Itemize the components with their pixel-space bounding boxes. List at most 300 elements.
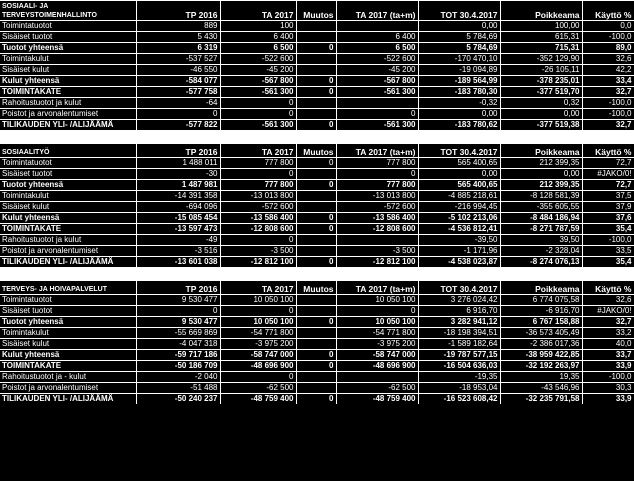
section-title bbox=[0, 281, 136, 295]
row-label: Toimintakulut bbox=[0, 191, 136, 202]
cell-muutos: 0 bbox=[296, 76, 336, 87]
cell-tot: -16 523 608,42 bbox=[418, 394, 500, 405]
cell-tp: 1 488 011 bbox=[136, 158, 220, 169]
cell-tp: -13 597 473 bbox=[136, 224, 220, 235]
cell-tam: 0 bbox=[336, 306, 418, 317]
cell-tp: 9 530 477 bbox=[136, 295, 220, 306]
cell-ta: -561 300 bbox=[220, 87, 296, 98]
cell-tp: -694 096 bbox=[136, 202, 220, 213]
cell-tam: -567 800 bbox=[336, 76, 418, 87]
section-table-sosiaalityo bbox=[0, 143, 634, 267]
column-header-tot: TOT 30.4.2017 bbox=[418, 281, 500, 295]
cell-poik: 19,35 bbox=[500, 372, 582, 383]
column-header-kaytto: Käyttö % bbox=[582, 1, 634, 21]
row-label: Sisäiset kulut bbox=[0, 202, 136, 213]
cell-tam bbox=[336, 21, 418, 32]
cell-tam: -48 696 900 bbox=[336, 361, 418, 372]
cell-ta: 6 400 bbox=[220, 32, 296, 43]
cell-kaytto: -100,0 bbox=[582, 32, 634, 43]
table-row-tilikauden-yli-alijaama bbox=[0, 120, 634, 131]
cell-tot: -4 885 218,61 bbox=[418, 191, 500, 202]
table-row-toimintakate bbox=[0, 87, 634, 98]
cell-kaytto: 32,7 bbox=[582, 120, 634, 131]
cell-tp: -50 240 237 bbox=[136, 394, 220, 405]
cell-tp: -4 047 318 bbox=[136, 339, 220, 350]
cell-tot: -16 504 636,03 bbox=[418, 361, 500, 372]
row-label: Sisäiset kulut bbox=[0, 339, 136, 350]
cell-tp: -49 bbox=[136, 235, 220, 246]
cell-ta: -3 975 200 bbox=[220, 339, 296, 350]
cell-poik: -8 128 581,39 bbox=[500, 191, 582, 202]
table-row-rahoitustuotot-ja-kulut bbox=[0, 98, 634, 109]
cell-tam: -58 747 000 bbox=[336, 350, 418, 361]
table-row-sisaiset-tuotot bbox=[0, 169, 634, 180]
cell-tp: -46 550 bbox=[136, 65, 220, 76]
cell-poik: -378 235,01 bbox=[500, 76, 582, 87]
cell-muutos: 0 bbox=[296, 120, 336, 131]
cell-tam: -3 975 200 bbox=[336, 339, 418, 350]
column-header-kaytto: Käyttö % bbox=[582, 281, 634, 295]
column-header-tp: TP 2016 bbox=[136, 1, 220, 21]
cell-muutos: 0 bbox=[296, 394, 336, 405]
row-label: TILIKAUDEN YLI- /ALIJÄÄMÄ bbox=[0, 257, 136, 268]
cell-muutos bbox=[296, 202, 336, 213]
cell-tp: 6 319 bbox=[136, 43, 220, 54]
cell-ta: -572 600 bbox=[220, 202, 296, 213]
cell-muutos bbox=[296, 21, 336, 32]
cell-muutos bbox=[296, 372, 336, 383]
cell-kaytto: -100,0 bbox=[582, 235, 634, 246]
table-row-kulut-yhteensa bbox=[0, 213, 634, 224]
cell-poik: -32 192 263,97 bbox=[500, 361, 582, 372]
cell-tot: 6 916,70 bbox=[418, 306, 500, 317]
cell-tot: -39,50 bbox=[418, 235, 500, 246]
column-header-poik: Poikkeama bbox=[500, 281, 582, 295]
cell-poik: 39,50 bbox=[500, 235, 582, 246]
cell-tp: 9 530 477 bbox=[136, 317, 220, 328]
cell-ta: -48 759 400 bbox=[220, 394, 296, 405]
column-header-tam: TA 2017 (ta+m) bbox=[336, 144, 418, 158]
cell-poik: -6 916,70 bbox=[500, 306, 582, 317]
cell-poik: -36 573 405,49 bbox=[500, 328, 582, 339]
table-row-rahoitustuotot-ja-kulut bbox=[0, 235, 634, 246]
cell-tot: -1 589 182,64 bbox=[418, 339, 500, 350]
cell-tam bbox=[336, 98, 418, 109]
row-label: Kulut yhteensä bbox=[0, 76, 136, 87]
cell-muutos bbox=[296, 235, 336, 246]
cell-poik: 0,00 bbox=[500, 169, 582, 180]
cell-poik: -352 129,90 bbox=[500, 54, 582, 65]
header-row bbox=[0, 1, 634, 21]
table-row-sisaiset-kulut bbox=[0, 339, 634, 350]
cell-tot: 5 784,69 bbox=[418, 43, 500, 54]
table-row-toimintakate bbox=[0, 361, 634, 372]
row-label: Toimintatuotot bbox=[0, 21, 136, 32]
cell-tot: -189 564,99 bbox=[418, 76, 500, 87]
column-header-ta: TA 2017 bbox=[220, 281, 296, 295]
cell-tp: -15 085 454 bbox=[136, 213, 220, 224]
column-header-poik: Poikkeama bbox=[500, 144, 582, 158]
table-row-toimintakulut bbox=[0, 54, 634, 65]
cell-muutos bbox=[296, 54, 336, 65]
cell-poik: -38 959 422,85 bbox=[500, 350, 582, 361]
cell-poik: 0,00 bbox=[500, 109, 582, 120]
cell-muutos bbox=[296, 169, 336, 180]
cell-ta: -58 747 000 bbox=[220, 350, 296, 361]
cell-kaytto: 37,6 bbox=[582, 213, 634, 224]
table-row-kulut-yhteensa bbox=[0, 76, 634, 87]
cell-ta: 0 bbox=[220, 235, 296, 246]
row-label: Tuotot yhteensä bbox=[0, 317, 136, 328]
cell-ta: -13 586 400 bbox=[220, 213, 296, 224]
cell-tam: -3 500 bbox=[336, 246, 418, 257]
cell-poik: -355 605,55 bbox=[500, 202, 582, 213]
cell-tp: -584 077 bbox=[136, 76, 220, 87]
cell-poik: -377 519,70 bbox=[500, 87, 582, 98]
cell-ta: -62 500 bbox=[220, 383, 296, 394]
row-label: TILIKAUDEN YLI- /ALIJÄÄMÄ bbox=[0, 394, 136, 405]
cell-kaytto: 33,4 bbox=[582, 76, 634, 87]
cell-kaytto: 40,0 bbox=[582, 339, 634, 350]
cell-tam: -12 808 600 bbox=[336, 224, 418, 235]
column-header-tam: TA 2017 (ta+m) bbox=[336, 1, 418, 21]
cell-tam: -13 586 400 bbox=[336, 213, 418, 224]
table-row-toimintakulut bbox=[0, 191, 634, 202]
cell-muutos: 0 bbox=[296, 361, 336, 372]
cell-ta: 10 050 100 bbox=[220, 317, 296, 328]
row-label: Sisäiset kulut bbox=[0, 65, 136, 76]
cell-kaytto: 32,6 bbox=[582, 54, 634, 65]
cell-tot: 3 282 941,12 bbox=[418, 317, 500, 328]
section-title-line2: TERVEYSTOIMENHALLINTO bbox=[2, 12, 97, 19]
cell-muutos bbox=[296, 98, 336, 109]
row-label: Sisäiset tuotot bbox=[0, 306, 136, 317]
table-row-toimintakate bbox=[0, 224, 634, 235]
cell-tp: 889 bbox=[136, 21, 220, 32]
cell-kaytto: #JAKO/0! bbox=[582, 169, 634, 180]
cell-ta: 100 bbox=[220, 21, 296, 32]
cell-tot: -4 536 812,41 bbox=[418, 224, 500, 235]
table-row-sisaiset-kulut bbox=[0, 202, 634, 213]
cell-muutos: 0 bbox=[296, 87, 336, 98]
table-row-kulut-yhteensa bbox=[0, 350, 634, 361]
cell-tot: -183 780,62 bbox=[418, 120, 500, 131]
column-header-tp: TP 2016 bbox=[136, 281, 220, 295]
cell-ta: 777 800 bbox=[220, 158, 296, 169]
table-row-tilikauden-yli-alijaama bbox=[0, 257, 634, 268]
cell-tot: -0,32 bbox=[418, 98, 500, 109]
table-row-sisaiset-tuotot bbox=[0, 32, 634, 43]
row-label: Toimintakulut bbox=[0, 328, 136, 339]
row-label: Rahoitustuotot ja kulut bbox=[0, 235, 136, 246]
cell-tam: -561 300 bbox=[336, 120, 418, 131]
cell-tot: -19 787 577,15 bbox=[418, 350, 500, 361]
cell-ta: -12 812 100 bbox=[220, 257, 296, 268]
row-label: TOIMINTAKATE bbox=[0, 361, 136, 372]
column-header-tot: TOT 30.4.2017 bbox=[418, 1, 500, 21]
cell-tot: -216 994,45 bbox=[418, 202, 500, 213]
table-row-toimintatuotot bbox=[0, 295, 634, 306]
cell-kaytto: 89,0 bbox=[582, 43, 634, 54]
column-header-muutos: Muutos bbox=[296, 1, 336, 21]
section-table-terveys-ja-hoivapalvelut bbox=[0, 280, 634, 404]
cell-kaytto: 0,0 bbox=[582, 21, 634, 32]
cell-muutos bbox=[296, 339, 336, 350]
cell-muutos bbox=[296, 306, 336, 317]
cell-tam: -62 500 bbox=[336, 383, 418, 394]
row-label: Sisäiset tuotot bbox=[0, 169, 136, 180]
cell-tam: -54 771 800 bbox=[336, 328, 418, 339]
cell-tp: -3 516 bbox=[136, 246, 220, 257]
cell-kaytto: 35,4 bbox=[582, 257, 634, 268]
cell-poik: -8 484 186,94 bbox=[500, 213, 582, 224]
cell-kaytto: 33,2 bbox=[582, 328, 634, 339]
cell-tot: -18 953,04 bbox=[418, 383, 500, 394]
cell-muutos bbox=[296, 328, 336, 339]
cell-tp: -51 488 bbox=[136, 383, 220, 394]
cell-ta: 777 800 bbox=[220, 180, 296, 191]
cell-muutos: 0 bbox=[296, 158, 336, 169]
cell-kaytto: 35,4 bbox=[582, 224, 634, 235]
table-row-poistot-ja-arvonalentumiset bbox=[0, 246, 634, 257]
cell-tam: 10 050 100 bbox=[336, 295, 418, 306]
table-row-tilikauden-yli-alijaama bbox=[0, 394, 634, 405]
cell-muutos bbox=[296, 32, 336, 43]
cell-kaytto: 42,2 bbox=[582, 65, 634, 76]
cell-ta: -13 013 800 bbox=[220, 191, 296, 202]
table-row-tuotot-yhteensa bbox=[0, 180, 634, 191]
cell-poik: 212 399,35 bbox=[500, 158, 582, 169]
cell-tp: 5 430 bbox=[136, 32, 220, 43]
table-row-rahoitustuotot-ja-kulut bbox=[0, 372, 634, 383]
cell-kaytto: 33,9 bbox=[582, 394, 634, 405]
row-label: TOIMINTAKATE bbox=[0, 224, 136, 235]
cell-kaytto: 32,7 bbox=[582, 317, 634, 328]
cell-muutos bbox=[296, 65, 336, 76]
cell-tot: -170 470,10 bbox=[418, 54, 500, 65]
row-label: Poistot ja arvonalentumiset bbox=[0, 383, 136, 394]
cell-ta: 0 bbox=[220, 372, 296, 383]
cell-tot: 0,00 bbox=[418, 109, 500, 120]
section-title-line2: SOSIAALITYÖ bbox=[2, 149, 50, 156]
row-label: Toimintatuotot bbox=[0, 295, 136, 306]
cell-kaytto: -100,0 bbox=[582, 98, 634, 109]
column-header-ta: TA 2017 bbox=[220, 144, 296, 158]
table-row-poistot-ja-arvonalentumiset bbox=[0, 109, 634, 120]
cell-poik: 615,31 bbox=[500, 32, 582, 43]
cell-muutos bbox=[296, 191, 336, 202]
cell-tam bbox=[336, 235, 418, 246]
cell-tam: 777 800 bbox=[336, 158, 418, 169]
cell-poik: -32 235 791,58 bbox=[500, 394, 582, 405]
cell-muutos bbox=[296, 246, 336, 257]
row-label: Tuotot yhteensä bbox=[0, 43, 136, 54]
table-row-toimintatuotot bbox=[0, 21, 634, 32]
column-header-kaytto: Käyttö % bbox=[582, 144, 634, 158]
cell-ta: 0 bbox=[220, 109, 296, 120]
section-gap bbox=[0, 130, 634, 143]
cell-tp: -537 527 bbox=[136, 54, 220, 65]
cell-poik: 0,32 bbox=[500, 98, 582, 109]
cell-kaytto: 33,7 bbox=[582, 350, 634, 361]
row-label: Sisäiset tuotot bbox=[0, 32, 136, 43]
row-label: Toimintakulut bbox=[0, 54, 136, 65]
cell-tp: -64 bbox=[136, 98, 220, 109]
section-table-sosiaali-ja-terveystoimenhallinto bbox=[0, 0, 634, 130]
row-label: Rahoitustuotot ja - kulut bbox=[0, 372, 136, 383]
cell-tp: -55 669 869 bbox=[136, 328, 220, 339]
cell-tot: -18 198 394,51 bbox=[418, 328, 500, 339]
section-title-line1: SOSIAALI- JA bbox=[2, 3, 49, 10]
cell-tp: -30 bbox=[136, 169, 220, 180]
cell-tp: -2 040 bbox=[136, 372, 220, 383]
section-title-line2: TERVEYS- JA HOIVAPALVELUT bbox=[2, 286, 108, 293]
cell-tp: 0 bbox=[136, 109, 220, 120]
cell-tot: -4 538 023,87 bbox=[418, 257, 500, 268]
cell-tam: 6 400 bbox=[336, 32, 418, 43]
cell-muutos: 0 bbox=[296, 257, 336, 268]
cell-tp: -13 601 038 bbox=[136, 257, 220, 268]
column-header-tp: TP 2016 bbox=[136, 144, 220, 158]
cell-kaytto: 72,7 bbox=[582, 158, 634, 169]
section-title bbox=[0, 1, 136, 21]
row-label: Toimintatuotot bbox=[0, 158, 136, 169]
cell-kaytto: 32,7 bbox=[582, 87, 634, 98]
table-row-poistot-ja-arvonalentumiset bbox=[0, 383, 634, 394]
cell-poik: -43 546,96 bbox=[500, 383, 582, 394]
cell-kaytto: 33,5 bbox=[582, 246, 634, 257]
cell-tam: 0 bbox=[336, 109, 418, 120]
cell-tot: -1 171,96 bbox=[418, 246, 500, 257]
cell-tot: 0,00 bbox=[418, 21, 500, 32]
column-header-poik: Poikkeama bbox=[500, 1, 582, 21]
table-row-tuotot-yhteensa bbox=[0, 43, 634, 54]
cell-ta: -45 200 bbox=[220, 65, 296, 76]
cell-tp: -50 186 709 bbox=[136, 361, 220, 372]
cell-kaytto: 30,3 bbox=[582, 383, 634, 394]
cell-tot: -19,35 bbox=[418, 372, 500, 383]
cell-tam: -522 600 bbox=[336, 54, 418, 65]
cell-poik: -377 519,38 bbox=[500, 120, 582, 131]
cell-tot: 5 784,69 bbox=[418, 32, 500, 43]
cell-kaytto: 72,7 bbox=[582, 180, 634, 191]
cell-muutos: 0 bbox=[296, 213, 336, 224]
cell-muutos: 0 bbox=[296, 317, 336, 328]
column-header-tot: TOT 30.4.2017 bbox=[418, 144, 500, 158]
cell-tam: -45 200 bbox=[336, 65, 418, 76]
header-row bbox=[0, 281, 634, 295]
row-label: Rahoitustuotot ja kulut bbox=[0, 98, 136, 109]
cell-muutos bbox=[296, 109, 336, 120]
cell-tam: -13 013 800 bbox=[336, 191, 418, 202]
cell-tp: 1 487 981 bbox=[136, 180, 220, 191]
cell-kaytto: -100,0 bbox=[582, 372, 634, 383]
cell-ta: -48 696 900 bbox=[220, 361, 296, 372]
column-header-muutos: Muutos bbox=[296, 281, 336, 295]
row-label: TILIKAUDEN YLI- /ALIJÄÄMÄ bbox=[0, 120, 136, 131]
cell-poik: -2 328,04 bbox=[500, 246, 582, 257]
cell-tam: -572 600 bbox=[336, 202, 418, 213]
cell-tot: -5 102 213,06 bbox=[418, 213, 500, 224]
cell-muutos: 0 bbox=[296, 43, 336, 54]
table-row-sisaiset-tuotot bbox=[0, 306, 634, 317]
cell-tam: 777 800 bbox=[336, 180, 418, 191]
cell-ta: -3 500 bbox=[220, 246, 296, 257]
table-row-toimintakulut bbox=[0, 328, 634, 339]
cell-tam bbox=[336, 372, 418, 383]
cell-tam: -561 300 bbox=[336, 87, 418, 98]
cell-ta: 6 500 bbox=[220, 43, 296, 54]
cell-muutos: 0 bbox=[296, 350, 336, 361]
cell-muutos bbox=[296, 383, 336, 394]
table-row-sisaiset-kulut bbox=[0, 65, 634, 76]
cell-tot: 0,00 bbox=[418, 169, 500, 180]
cell-ta: 0 bbox=[220, 98, 296, 109]
table-row-tuotot-yhteensa bbox=[0, 317, 634, 328]
cell-kaytto: 32,6 bbox=[582, 295, 634, 306]
row-label: TOIMINTAKATE bbox=[0, 87, 136, 98]
section-title bbox=[0, 144, 136, 158]
cell-muutos: 0 bbox=[296, 180, 336, 191]
cell-poik: 100,00 bbox=[500, 21, 582, 32]
cell-tp: -14 391 358 bbox=[136, 191, 220, 202]
cell-ta: -522 600 bbox=[220, 54, 296, 65]
cell-tp: 0 bbox=[136, 306, 220, 317]
cell-kaytto: -100,0 bbox=[582, 109, 634, 120]
cell-tp: -59 717 186 bbox=[136, 350, 220, 361]
cell-tam: -12 812 100 bbox=[336, 257, 418, 268]
cell-kaytto: 37,5 bbox=[582, 191, 634, 202]
column-header-tam: TA 2017 (ta+m) bbox=[336, 281, 418, 295]
cell-ta: -567 800 bbox=[220, 76, 296, 87]
cell-kaytto: 33,9 bbox=[582, 361, 634, 372]
cell-poik: -8 274 076,13 bbox=[500, 257, 582, 268]
cell-tot: -19 094,89 bbox=[418, 65, 500, 76]
cell-ta: 10 050 100 bbox=[220, 295, 296, 306]
cell-tp: -577 758 bbox=[136, 87, 220, 98]
cell-ta: -12 808 600 bbox=[220, 224, 296, 235]
cell-tp: -577 822 bbox=[136, 120, 220, 131]
cell-muutos: 0 bbox=[296, 224, 336, 235]
cell-ta: -54 771 800 bbox=[220, 328, 296, 339]
cell-tam: -48 759 400 bbox=[336, 394, 418, 405]
cell-muutos bbox=[296, 295, 336, 306]
cell-ta: 0 bbox=[220, 306, 296, 317]
section-gap bbox=[0, 267, 634, 280]
cell-poik: 715,31 bbox=[500, 43, 582, 54]
cell-kaytto: #JAKO/0! bbox=[582, 306, 634, 317]
cell-poik: 212 399,35 bbox=[500, 180, 582, 191]
column-header-ta: TA 2017 bbox=[220, 1, 296, 21]
cell-tot: 565 400,65 bbox=[418, 158, 500, 169]
cell-tam: 6 500 bbox=[336, 43, 418, 54]
row-label: Poistot ja arvonalentumiset bbox=[0, 109, 136, 120]
cell-tam: 0 bbox=[336, 169, 418, 180]
cell-kaytto: 37,9 bbox=[582, 202, 634, 213]
cell-poik: -2 386 017,36 bbox=[500, 339, 582, 350]
cell-ta: -561 300 bbox=[220, 120, 296, 131]
cell-poik: 6 767 158,88 bbox=[500, 317, 582, 328]
row-label: Kulut yhteensä bbox=[0, 350, 136, 361]
row-label: Kulut yhteensä bbox=[0, 213, 136, 224]
row-label: Tuotot yhteensä bbox=[0, 180, 136, 191]
cell-poik: -8 271 787,59 bbox=[500, 224, 582, 235]
header-row bbox=[0, 144, 634, 158]
column-header-muutos: Muutos bbox=[296, 144, 336, 158]
cell-tot: 565 400,65 bbox=[418, 180, 500, 191]
cell-tam: 10 050 100 bbox=[336, 317, 418, 328]
cell-tot: 3 276 024,42 bbox=[418, 295, 500, 306]
